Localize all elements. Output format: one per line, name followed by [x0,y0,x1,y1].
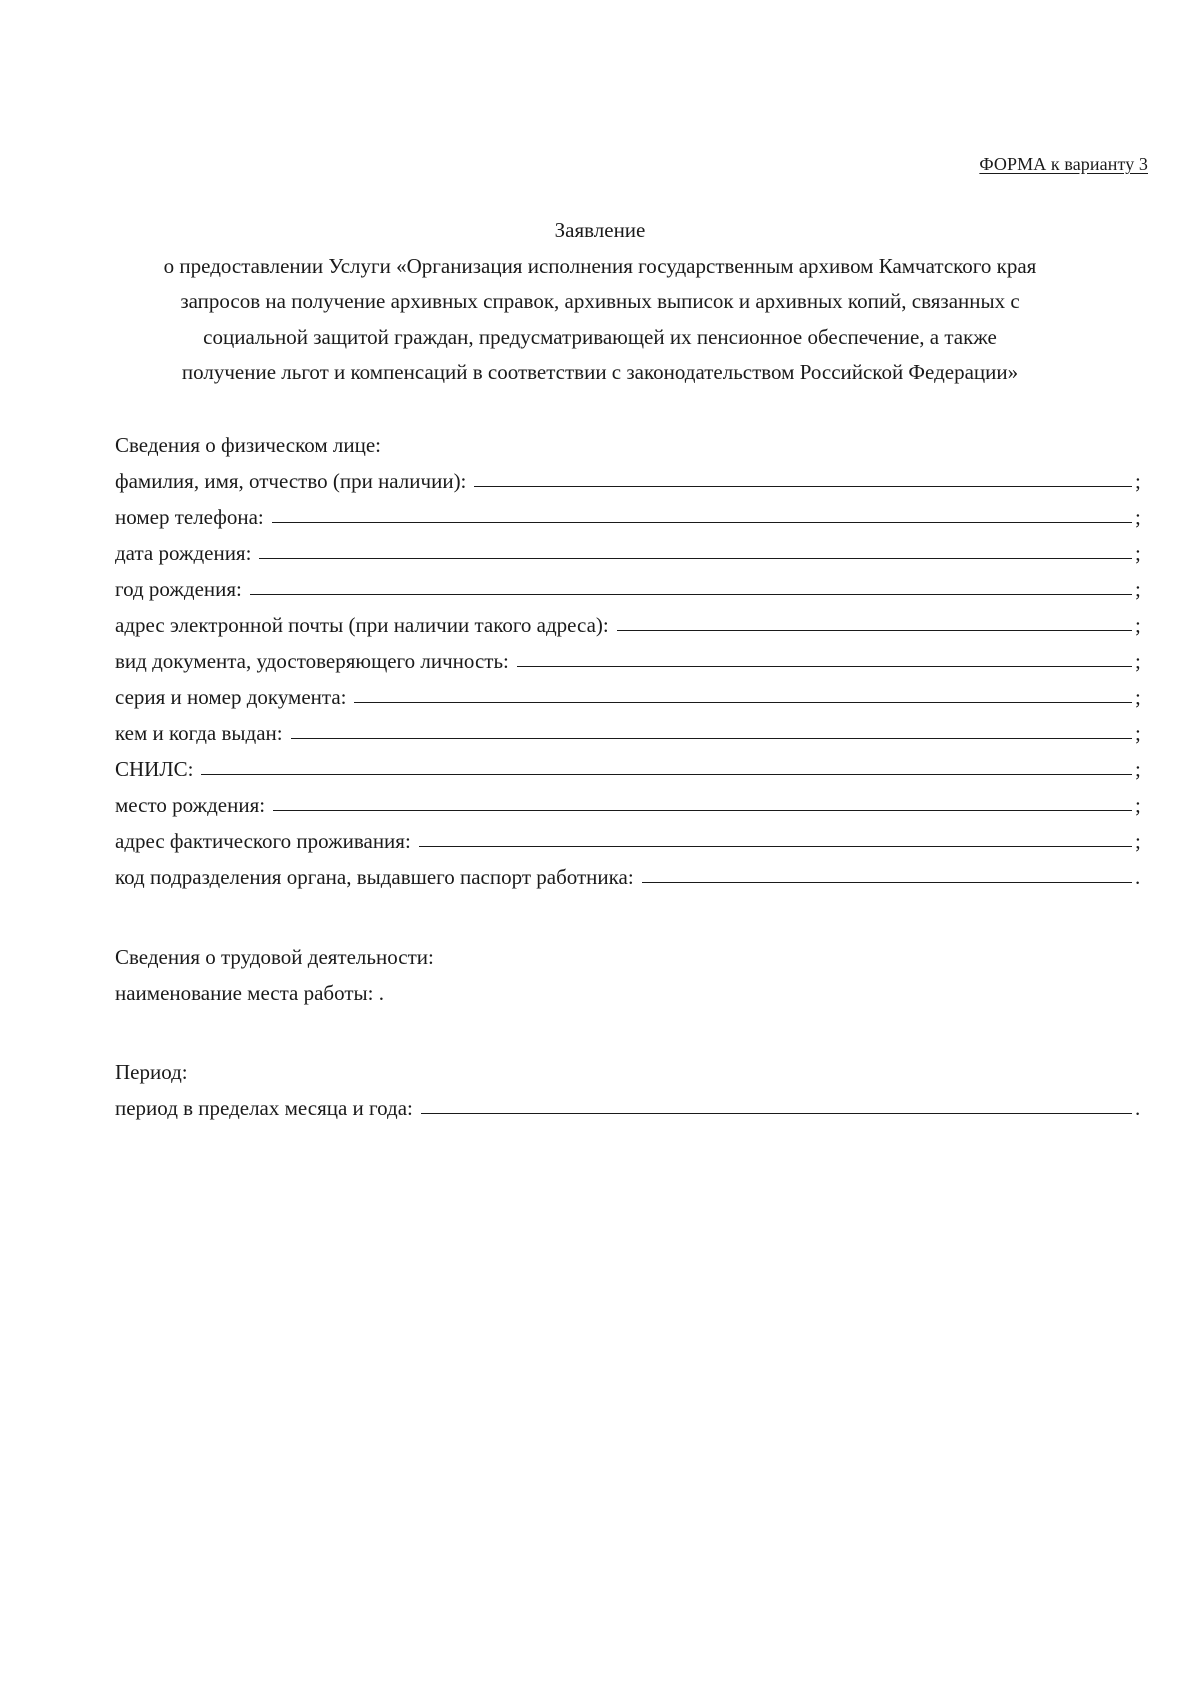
employment-heading: Сведения о трудовой деятельности: [115,945,434,969]
field-row-document-number [115,679,1143,715]
personal-info-section [115,427,1143,895]
field-terminator: . [1135,1096,1141,1120]
field-label: вид документа, удостоверяющего личность: [115,649,509,673]
field-label: СНИЛС: [115,757,194,781]
birth-place-blank[interactable] [273,809,1132,811]
field-terminator: ; [1135,577,1141,601]
field-terminator: ; [1135,829,1141,853]
field-label: год рождения: [115,577,242,601]
field-row-birth-year [115,571,1143,607]
id-document-type-blank[interactable] [517,665,1132,667]
field-label: серия и номер документа: [115,685,347,709]
document-subtitle-line-2: запросов на получение архивных справок, архивных выписок и архивных копий, связанных с [180,289,1020,313]
field-row-issued-by [115,715,1143,751]
field-label: место рождения: [115,793,266,817]
field-terminator: ; [1135,757,1141,781]
field-terminator: ; [1135,541,1141,565]
employment-section [115,939,1143,1011]
document-number-blank[interactable] [354,701,1132,703]
document-title: Заявление [554,218,646,242]
field-label: дата рождения: [115,541,252,565]
field-terminator: . [1135,865,1141,889]
field-label: период в пределах месяца и года: [115,1096,413,1120]
email-blank[interactable] [617,629,1132,631]
snils-blank[interactable] [201,773,1132,775]
document-title-block [100,213,1100,391]
field-row-birth-place [115,787,1143,823]
period-heading: Период: [115,1060,188,1084]
field-row-id-document-type [115,643,1143,679]
field-row-period [115,1090,1143,1126]
field-terminator: ; [1135,793,1141,817]
form-reference: ФОРМА к варианту 3 [979,154,1148,174]
issued-by-blank[interactable] [291,737,1132,739]
issuing-unit-code-blank[interactable] [642,881,1132,883]
field-terminator: ; [1135,721,1141,745]
workplace-line: наименование места работы: . [115,981,384,1005]
birth-date-blank[interactable] [259,557,1132,559]
field-row-phone [115,499,1143,535]
field-label: код подразделения органа, выдавшего паспорт работника: [115,865,634,889]
birth-year-blank[interactable] [250,593,1132,595]
field-terminator: ; [1135,685,1141,709]
field-row-email [115,607,1143,643]
field-label: фамилия, имя, отчество (при наличии): [115,469,467,493]
field-label: адрес фактического проживания: [115,829,411,853]
document-subtitle-line-4: получение льгот и компенсаций в соответствии с законодательством Российской Федерации» [181,360,1019,384]
field-row-full-name [115,463,1143,499]
actual-address-blank[interactable] [419,845,1132,847]
period-section [115,1054,1143,1126]
field-label: кем и когда выдан: [115,721,283,745]
field-terminator: ; [1135,505,1141,529]
period-blank[interactable] [421,1112,1132,1114]
field-terminator: ; [1135,469,1141,493]
document-subtitle-line-1: о предоставлении Услуги «Организация исполнения государственным архивом Камчатского края [163,253,1037,278]
personal-info-heading: Сведения о физическом лице: [115,433,381,457]
document-subtitle-line-3: социальной защитой граждан, предусматривающей их пенсионное обеспечение, а также [203,324,997,349]
field-label: номер телефона: [115,505,264,529]
field-row-snils [115,751,1143,787]
phone-blank[interactable] [272,521,1132,523]
field-terminator: ; [1135,649,1141,673]
field-terminator: ; [1135,613,1141,637]
field-label: адрес электронной почты (при наличии такого адреса): [115,613,609,637]
field-row-birth-date [115,535,1143,571]
field-row-actual-address [115,823,1143,859]
field-row-issuing-unit-code [115,859,1143,895]
full-name-blank[interactable] [474,485,1132,487]
